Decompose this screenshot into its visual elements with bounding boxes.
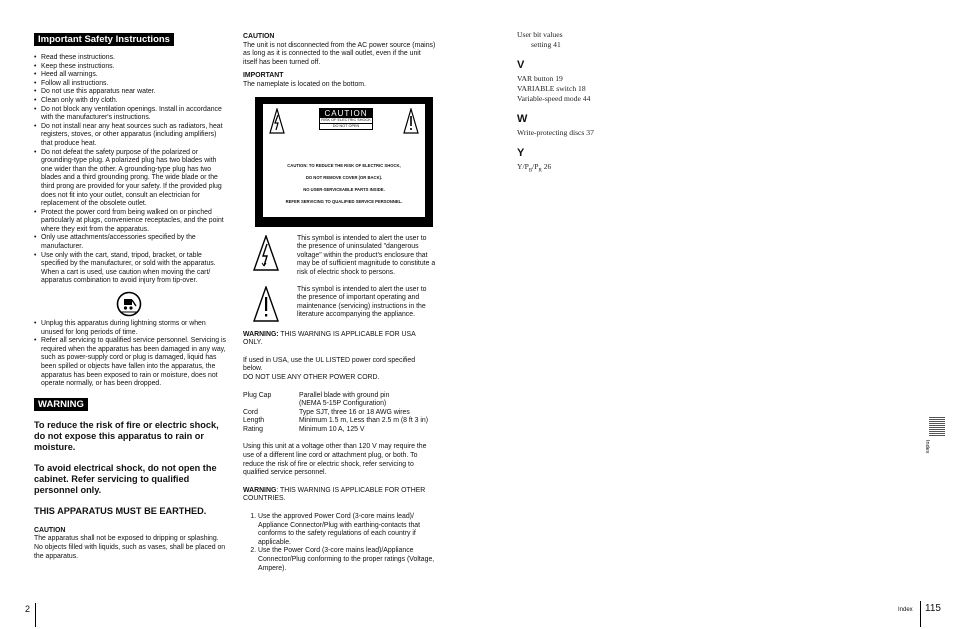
warning-text-3: THIS APPARATUS MUST BE EARTHED.: [34, 505, 207, 516]
safety-header: Important Safety Instructions: [34, 33, 174, 46]
list-item: • Heed all warnings.: [34, 71, 227, 80]
list-item: • Unplug this apparatus during lightning storms or when unused for long periods of time.: [34, 320, 227, 337]
numbered-list: [243, 513, 436, 573]
lightning-triangle-icon: [243, 235, 297, 271]
index-entry: VAR button 19: [517, 74, 563, 83]
caution-label-line2: DO NOT REMOVE COVER (OR BACK).: [305, 174, 383, 180]
caution-label-line4: REFER SERVICING TO QUALIFIED SERVICE PERSONNEL.: [285, 198, 403, 204]
caution-label-lines: [263, 160, 425, 208]
important-text: The nameplate is located on the bottom.: [243, 80, 366, 88]
usa-line2: DO NOT USE ANY OTHER POWER CORD.: [243, 373, 380, 381]
y-sub-b: B: [528, 168, 533, 174]
other-warning-bold: WARNING: [243, 486, 277, 494]
index-letter-v: V: [517, 59, 525, 71]
warning-text-1: To reduce the risk of fire or electric shock, do not expose this apparatus to rain or moisture.: [34, 419, 219, 452]
spec-value: Minimum 1.5 m, Less than 2.5 m (8 ft 3 in): [299, 417, 429, 425]
list-item: • Do not install near any heat sources such as radiators, heat registers, stoves, or other apparatus (including amplifiers) that produce heat.: [34, 123, 227, 149]
symbol-text-2: This symbol is intended to alert the user to the presence of important operating and maintenance (servicing) instructions in the literature accompanying the appliance.: [297, 285, 427, 319]
power-cord-spec: [243, 392, 436, 435]
exclamation-triangle-icon: [403, 108, 419, 134]
spec-value: Parallel blade with ground pin: [299, 391, 390, 399]
voltage-text: Using this unit at a voltage other than 120 V may require the use of a different line cord or attachment plug, or both. To reduce the risk of fire or electric shock, refer servicing to qualified service personnel.: [243, 443, 427, 477]
warning-header: WARNING: [34, 398, 88, 411]
caution-label-sub2: DO NOT OPEN: [320, 123, 372, 129]
footer-label: Index: [898, 607, 913, 613]
left-column: [34, 33, 227, 561]
cart-warning-icon: [116, 291, 142, 317]
index-letter-w: W: [517, 113, 528, 125]
index-entry-y: [517, 162, 677, 177]
list-item: • Do not defeat the safety purpose of the polarized or grounding-type plug. A polarized plug has two blades with one wider than the other. A grounding-type plug has two blades and a third grounding prong. The wide blade or the third prong are provided for your safety. If the provided plug does not fit into your outlet, consult an electrician for replacement of the obsolete outlet.: [34, 149, 227, 209]
caution-heading: CAUTION: [243, 33, 275, 40]
usa-warning: [243, 331, 436, 348]
spec-value: Minimum 10 A, 125 V: [299, 425, 365, 433]
usa-warning-bold: WARNING:: [243, 330, 279, 338]
middle-column: [243, 33, 436, 573]
list-item: • Do not use this apparatus near water.: [34, 88, 227, 97]
caution-label-box: [319, 108, 373, 130]
y-base: Y/P: [517, 162, 529, 171]
index-tab-marker: [929, 417, 945, 437]
safety-list: [34, 54, 227, 286]
list-item: • Keep these instructions.: [34, 63, 227, 72]
spec-key: Cord: [243, 408, 258, 416]
index-column: [517, 30, 677, 177]
list-item: 1. Use the approved Power Cord (3-core mains lead)/ Appliance Connector/Plug with earthing-contacts that conforms to the safety regulations of each country if applicable.: [258, 513, 436, 547]
list-item: • Refer all servicing to qualified service personnel. Servicing is required when the apparatus has been damaged in any way, such as power-supply cord or plug is damaged, liquid has been spilled or objects have fallen into the apparatus, the apparatus has been exposed to rain or moisture, does not operate normally, or has been dropped.: [34, 337, 227, 389]
list-item: • Clean only with dry cloth.: [34, 97, 227, 106]
other-warning: [243, 487, 436, 504]
right-margin-rule: [920, 601, 921, 627]
caution-label-line1: CAUTION: TO REDUCE THE RISK OF ELECTRIC SHOCK,: [287, 162, 401, 168]
safety-list-2: [34, 320, 227, 389]
spec-key: [243, 400, 299, 409]
index-tab-label: Index: [924, 440, 930, 454]
warning-text-2: To avoid electrical shock, do not open the cabinet. Refer servicing to qualified personnel only.: [34, 462, 217, 495]
caution-text: The unit is not disconnected from the AC power source (mains) as long as it is connected to the wall outlet, even if the unit itself has been turned off.: [243, 41, 436, 66]
list-item: • Do not block any ventilation openings. Install in accordance with the manufacturer's instructions.: [34, 106, 227, 123]
right-page-number: 115: [925, 603, 941, 614]
index-subentry: setting 41: [531, 40, 561, 49]
caution-label-title: CAUTION: [320, 109, 372, 118]
important-heading: IMPORTANT: [243, 72, 284, 80]
list-item: • Only use attachments/accessories specified by the manufacturer.: [34, 234, 227, 251]
symbol-explanation-2: [243, 286, 436, 322]
index-entry: Variable-speed mode 44: [517, 94, 591, 103]
list-item: • Read these instructions.: [34, 54, 227, 63]
y-sep: /P: [532, 162, 539, 171]
spec-key: Plug Cap: [243, 391, 272, 399]
caution-label-sub1: RISK OF ELECTRIC SHOCK: [321, 117, 371, 122]
lightning-triangle-icon: [269, 108, 285, 134]
index-entry: VARIABLE switch 18: [517, 84, 586, 93]
caution-heading: CAUTION: [34, 526, 66, 534]
left-page-number: 2: [25, 604, 31, 614]
list-item: • Protect the power cord from being walked on or pinched particularly at plugs, convenience receptacles, and the point where they exit from the apparatus.: [34, 209, 227, 235]
symbol-text-1: This symbol is intended to alert the user to the presence of uninsulated "dangerous voltage" within the product's enclosure that may be of sufficient magnitude to constitute a risk of electric shock to persons.: [297, 234, 436, 276]
caution-label: [255, 97, 433, 227]
list-item: • Use only with the cart, stand, tripod, bracket, or table specified by the manufacturer, or sold with the apparatus. When a cart is used, use caution when moving the cart/ apparatus combination to avoid injury from tip-over.: [34, 252, 227, 286]
list-item: • Follow all instructions.: [34, 80, 227, 89]
usa-warning-rest: THIS WARNING IS APPLICABLE FOR USA ONLY.: [243, 330, 416, 347]
caution-label-inner: [263, 104, 425, 217]
exclamation-triangle-icon: [243, 286, 297, 322]
other-warning-rest: : THIS WARNING IS APPLICABLE FOR OTHER COUNTRIES.: [243, 486, 426, 503]
spec-key: Rating: [243, 425, 263, 433]
spec-key: Length: [243, 417, 265, 425]
y-page: 26: [541, 162, 552, 171]
caution-text: The apparatus shall not be exposed to dripping or splashing. No objects filled with liquids, such as vases, shall be placed on the apparatus.: [34, 535, 226, 560]
spec-value: (NEMA 5-15P Configuration): [299, 400, 387, 408]
caution-label-line3: NO USER-SERVICEABLE PARTS INSIDE.: [303, 186, 385, 192]
usa-line1: If used in USA, use the UL LISTED power cord specified below.: [243, 356, 416, 373]
symbol-explanation-1: [243, 235, 436, 278]
index-entry: Write-protecting discs 37: [517, 128, 594, 137]
left-margin-rule: [35, 603, 36, 627]
y-sub-r: R: [538, 168, 542, 174]
index-entry: User bit values: [517, 30, 563, 39]
index-letter-y: Y: [517, 147, 525, 159]
list-item: 2. Use the Power Cord (3-core mains lead)/Appliance Connector/Plug conforming to the proper ratings (Voltage, Ampere).: [258, 547, 436, 573]
spec-value: Type SJT, three 16 or 18 AWG wires: [299, 408, 410, 416]
